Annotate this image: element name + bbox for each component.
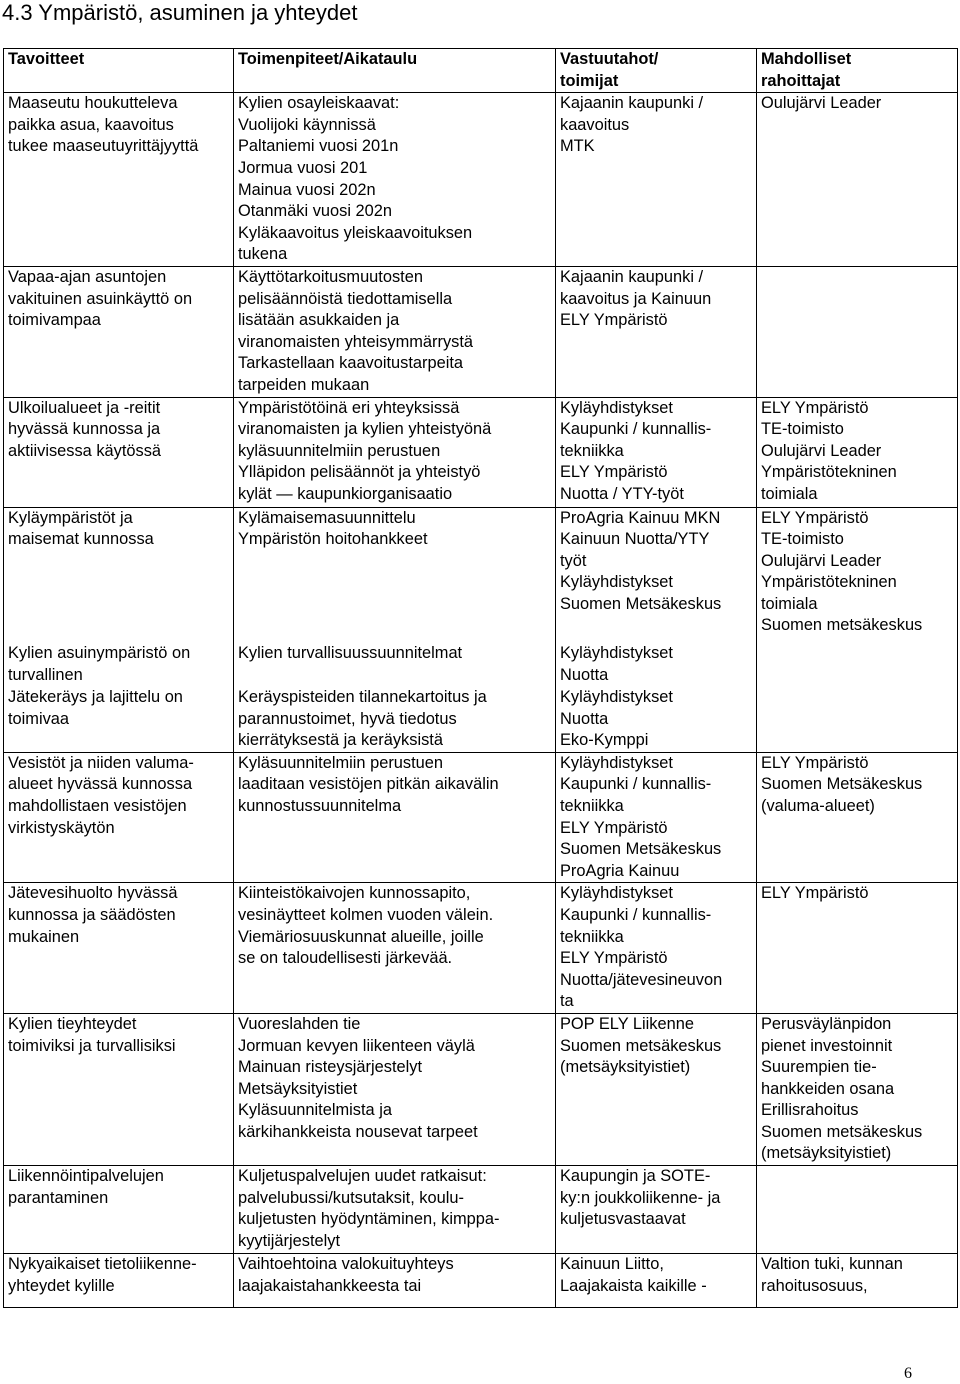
goal-cell — [4, 687, 234, 752]
text-line: tekniikka — [560, 796, 624, 815]
table-row — [4, 752, 958, 883]
text-line: Mahdolliset — [761, 50, 852, 68]
funder-cell — [757, 643, 958, 687]
goal-cell — [4, 397, 234, 507]
text-line: Kyläyhdistykset — [560, 398, 673, 417]
text-line: Ylläpidon pelisäännöt ja yhteistyö — [238, 463, 481, 482]
text-line: virkistyskäytön — [8, 818, 115, 837]
text-line: tarpeiden mukaan — [238, 375, 370, 394]
text-line: rahoittajat — [761, 71, 841, 90]
text-line: kärkihankkeista nousevat tarpeet — [238, 1122, 478, 1141]
text-line: lisätään asukkaiden ja — [238, 311, 400, 330]
text-line: tukee maaseutuyrittäjyyttä — [8, 137, 199, 156]
text-line: ELY Ympäristö — [560, 818, 668, 837]
text-line: Maaseutu houkutteleva — [8, 94, 178, 113]
goal-cell — [4, 752, 234, 883]
text-line: paikka asua, kaavoitus — [8, 115, 174, 134]
text-line: Vastuutahot/ — [560, 50, 659, 68]
text-line: mahdollistaen vesistöjen — [8, 796, 187, 815]
text-line: ELY Ympäristö — [761, 508, 869, 527]
text-line: POP ELY Liikenne — [560, 1014, 694, 1033]
goal-cell — [4, 1013, 234, 1165]
text-line: toimivaa — [8, 709, 70, 728]
text-line: Oulujärvi Leader — [761, 551, 882, 570]
text-line: Kaupunki / kunnallis- — [560, 775, 712, 794]
text-line: ELY Ympäristö — [560, 311, 668, 330]
text-line: Ympäristötöinä eri yhteyksissä — [238, 398, 460, 417]
text-line: se on taloudellisesti järkevää. — [238, 949, 453, 968]
text-line: Kaupungin ja SOTE- — [560, 1167, 711, 1186]
goal-cell — [4, 93, 234, 267]
text-line: Kyläkaavoitus yleiskaavoituksen — [238, 223, 473, 242]
funder-cell — [757, 507, 958, 643]
text-line: kuljetusten hyödyntäminen, kimppa- — [238, 1210, 500, 1229]
text-line: Suurempien tie- — [761, 1058, 877, 1077]
action-cell — [234, 687, 556, 752]
table-row — [4, 397, 958, 507]
text-line: kierrätyksestä ja keräyksistä — [238, 731, 443, 750]
action-cell — [234, 752, 556, 883]
action-cell — [234, 1166, 556, 1254]
text-line: Kaupunki / kunnallis- — [560, 420, 712, 439]
responsible-cell — [556, 687, 757, 752]
text-line: tukena — [238, 245, 288, 264]
funder-cell — [757, 1254, 958, 1308]
text-line: ta — [560, 992, 574, 1011]
table-row — [4, 93, 958, 267]
funder-cell — [757, 687, 958, 752]
responsible-cell — [556, 883, 757, 1014]
goal-cell — [4, 507, 234, 643]
text-line: Ympäristötekninen — [761, 463, 897, 482]
text-line: ELY Ympäristö — [560, 463, 668, 482]
table-body — [4, 93, 958, 1308]
text-line: Jätevesihuolto hyvässä — [8, 884, 178, 903]
text-line: Nuotta/jätevesineuvon — [560, 970, 723, 989]
text-line: maisemat kunnossa — [8, 530, 154, 549]
text-line: Kyläyhdistykset — [560, 884, 673, 903]
text-line: vakituinen asuinkäyttö on — [8, 289, 193, 308]
text-line: Vuoreslahden tie — [238, 1014, 361, 1033]
text-line: Ympäristön hoitohankkeet — [238, 530, 428, 549]
text-line: pelisäännöistä tiedottamisella — [238, 289, 453, 308]
text-line: Kajaanin kaupunki / — [560, 94, 704, 113]
text-line: Toimenpiteet/Aikataulu — [238, 50, 418, 68]
text-line: Erillisrahoitus — [761, 1101, 859, 1120]
responsible-cell — [556, 266, 757, 397]
text-line: Kyläympäristöt ja — [8, 508, 133, 527]
text-line: Suomen Metsäkeskus — [560, 594, 722, 613]
text-line: hyvässä kunnossa ja — [8, 420, 161, 439]
funder-cell — [757, 752, 958, 883]
text-line: toimiala — [761, 484, 818, 503]
text-line: ELY Ympäristö — [560, 949, 668, 968]
text-line: Kainuun Liitto, — [560, 1255, 664, 1274]
text-line: Otanmäki vuosi 202n — [238, 202, 392, 221]
text-line: kuljetusvastaavat — [560, 1210, 686, 1229]
text-line: viranomaisten yhteisymmärrystä — [238, 332, 473, 351]
funder-cell — [757, 1166, 958, 1254]
action-cell — [234, 643, 556, 687]
table-row — [4, 1166, 958, 1254]
text-line: Kajaanin kaupunki / — [560, 267, 704, 286]
text-line: Tarkastellaan kaavoitustarpeita — [238, 354, 464, 373]
action-cell — [234, 266, 556, 397]
text-line: Oulujärvi Leader — [761, 94, 882, 113]
text-line: rahoitusosuus, — [761, 1276, 868, 1295]
text-line: Jormuan kevyen liikenteen väylä — [238, 1036, 475, 1055]
responsible-cell — [556, 93, 757, 267]
text-line: Viemäriosuuskunnat alueille, joille — [238, 927, 484, 946]
text-line: toimijat — [560, 71, 619, 90]
text-line: (metsäyksityistiet) — [761, 1144, 892, 1163]
action-cell — [234, 1254, 556, 1308]
text-line: kaavoitus — [560, 115, 630, 134]
text-line: Kylien tieyhteydet — [8, 1014, 137, 1033]
funder-cell — [757, 397, 958, 507]
text-line: Vaihtoehtoina valokuituyhteys — [238, 1255, 454, 1274]
text-line: Vuolijoki käynnissä — [238, 115, 376, 134]
funder-cell — [757, 1013, 958, 1165]
text-line: MTK — [560, 137, 595, 156]
text-line: Ulkoilualueet ja -reitit — [8, 398, 161, 417]
text-line: Käyttötarkoitusmuutosten — [238, 267, 423, 286]
text-line: Nuotta / YTY-työt — [560, 484, 684, 503]
text-line: viranomaisten ja kylien yhteistyönä — [238, 420, 492, 439]
responsible-cell — [556, 643, 757, 687]
text-line: vesinäytteet kolmen vuoden välein. — [238, 905, 494, 924]
text-line: Nuotta — [560, 709, 609, 728]
text-line: tekniikka — [560, 927, 624, 946]
table-row — [4, 507, 958, 643]
text-line: aktiivisessa käytössä — [8, 441, 162, 460]
text-line: Nykyaikaiset tietoliikenne- — [8, 1255, 197, 1274]
text-line: Nuotta — [560, 665, 609, 684]
text-line: Kylien turvallisuussuunnitelmat — [238, 644, 463, 662]
text-line: ELY Ympäristö — [761, 398, 869, 417]
table-row — [4, 687, 958, 752]
text-line: kunnostussuunnitelma — [238, 796, 402, 815]
action-cell — [234, 397, 556, 507]
text-line: Laajakaista kaikille - — [560, 1276, 707, 1295]
text-line: Kuljetuspalvelujen uudet ratkaisut: — [238, 1167, 487, 1186]
text-line: laaditaan vesistöjen pitkän aikavälin — [238, 775, 499, 794]
header-goals — [4, 49, 234, 93]
text-line: hankkeiden osana — [761, 1079, 895, 1098]
goal-cell — [4, 1166, 234, 1254]
text-line: Paltaniemi vuosi 201n — [238, 137, 399, 156]
text-line: Kaupunki / kunnallis- — [560, 905, 712, 924]
text-line: Mainuan risteysjärjestelyt — [238, 1058, 423, 1077]
table-row — [4, 266, 958, 397]
text-line: Liikennöintipalvelujen — [8, 1167, 164, 1186]
action-cell — [234, 1013, 556, 1165]
text-line: Valtion tuki, kunnan — [761, 1255, 903, 1274]
text-line: (metsäyksityistiet) — [560, 1058, 691, 1077]
text-line: Suomen Metsäkeskus — [761, 775, 923, 794]
funder-cell — [757, 883, 958, 1014]
page-heading: 4.3 Ympäristö, asuminen ja yhteydet — [2, 0, 358, 25]
text-line: laajakaistahankkeesta tai — [238, 1276, 422, 1295]
text-line: kyytijärjestelyt — [238, 1231, 341, 1250]
text-line: turvallinen — [8, 665, 83, 684]
header-funders — [757, 49, 958, 93]
responsible-cell — [556, 1254, 757, 1308]
text-line: ELY Ympäristö — [761, 753, 869, 772]
text-line: Suomen metsäkeskus — [560, 1036, 722, 1055]
funder-cell — [757, 93, 958, 267]
text-line: Keräyspisteiden tilannekartoitus ja — [238, 688, 487, 706]
table-row — [4, 883, 958, 1014]
text-line: ky:n joukkoliikenne- ja — [560, 1188, 721, 1207]
responsible-cell — [556, 397, 757, 507]
text-line: (valuma-alueet) — [761, 796, 875, 815]
text-line: Ympäristötekninen — [761, 573, 897, 592]
action-cell — [234, 93, 556, 267]
goal-cell — [4, 1254, 234, 1308]
text-line: Kainuun Nuotta/YTY — [560, 530, 710, 549]
text-line: ProAgria Kainuu MKN — [560, 508, 721, 527]
action-cell — [234, 883, 556, 1014]
funder-cell — [757, 266, 958, 397]
goal-cell — [4, 266, 234, 397]
text-line: Jätekeräys ja lajittelu on — [8, 688, 183, 706]
action-plan-table — [3, 48, 958, 1308]
header-actions — [234, 49, 556, 93]
text-line: Eko-Kymppi — [560, 731, 649, 750]
text-line: kylät — kaupunkiorganisaatio — [238, 484, 453, 503]
text-line: Kylämaisemasuunnittelu — [238, 508, 416, 527]
header-responsible — [556, 49, 757, 93]
text-line: parannustoimet, hyvä tiedotus — [238, 709, 457, 728]
text-line: Mainua vuosi 202n — [238, 180, 376, 199]
text-line: palvelubussi/kutsutaksit, koulu- — [238, 1188, 464, 1207]
header-row — [4, 49, 958, 93]
text-line: Vesistöt ja niiden valuma- — [8, 753, 194, 772]
text-line: työt — [560, 551, 587, 570]
text-line: pienet investoinnit — [761, 1036, 893, 1055]
text-line: Suomen metsäkeskus — [761, 616, 923, 635]
text-line: kaavoitus ja Kainuun — [560, 289, 712, 308]
text-line: Kyläsuunnitelmista ja — [238, 1101, 392, 1120]
text-line: toimiala — [761, 594, 818, 613]
text-line: mukainen — [8, 927, 80, 946]
text-line: Kyläyhdistykset — [560, 644, 673, 662]
goal-cell — [4, 883, 234, 1014]
text-line: Kylien asuinympäristö on — [8, 644, 191, 662]
text-line: Jormua vuosi 201 — [238, 158, 368, 177]
goal-cell — [4, 643, 234, 687]
text-line: kyläsuunnitelmiin perustuen — [238, 441, 441, 460]
text-line: Perusväylänpidon — [761, 1014, 892, 1033]
text-line: yhteydet kylille — [8, 1276, 115, 1295]
table-row — [4, 1013, 958, 1165]
text-line: tekniikka — [560, 441, 624, 460]
text-line: Tavoitteet — [8, 50, 85, 68]
text-line: Oulujärvi Leader — [761, 441, 882, 460]
table-row — [4, 1254, 958, 1308]
action-cell — [234, 507, 556, 643]
text-line: ProAgria Kainuu — [560, 861, 680, 880]
text-line: Suomen metsäkeskus — [761, 1122, 923, 1141]
text-line: parantaminen — [8, 1188, 109, 1207]
text-line: Vapaa-ajan asuntojen — [8, 267, 167, 286]
text-line: Kyläsuunnitelmiin perustuen — [238, 753, 444, 772]
page-number: 6 — [904, 1365, 912, 1382]
text-line: Kylien osayleiskaavat: — [238, 94, 400, 113]
text-line: TE-toimisto — [761, 420, 844, 439]
responsible-cell — [556, 752, 757, 883]
text-line: Kyläyhdistykset — [560, 688, 673, 706]
text-line: Metsäyksityistiet — [238, 1079, 358, 1098]
text-line: toimiviksi ja turvallisiksi — [8, 1036, 176, 1055]
text-line: Kyläyhdistykset — [560, 573, 673, 592]
responsible-cell — [556, 1013, 757, 1165]
text-line: alueet hyvässä kunnossa — [8, 775, 193, 794]
text-line: TE-toimisto — [761, 530, 844, 549]
responsible-cell — [556, 1166, 757, 1254]
text-line: Suomen Metsäkeskus — [560, 840, 722, 859]
text-line: kunnossa ja säädösten — [8, 905, 176, 924]
responsible-cell — [556, 507, 757, 643]
text-line: ELY Ympäristö — [761, 884, 869, 903]
text-line: Kiinteistökaivojen kunnossapito, — [238, 884, 471, 903]
text-line: toimivampaa — [8, 311, 101, 330]
text-line: Kyläyhdistykset — [560, 753, 673, 772]
table-row — [4, 643, 958, 687]
